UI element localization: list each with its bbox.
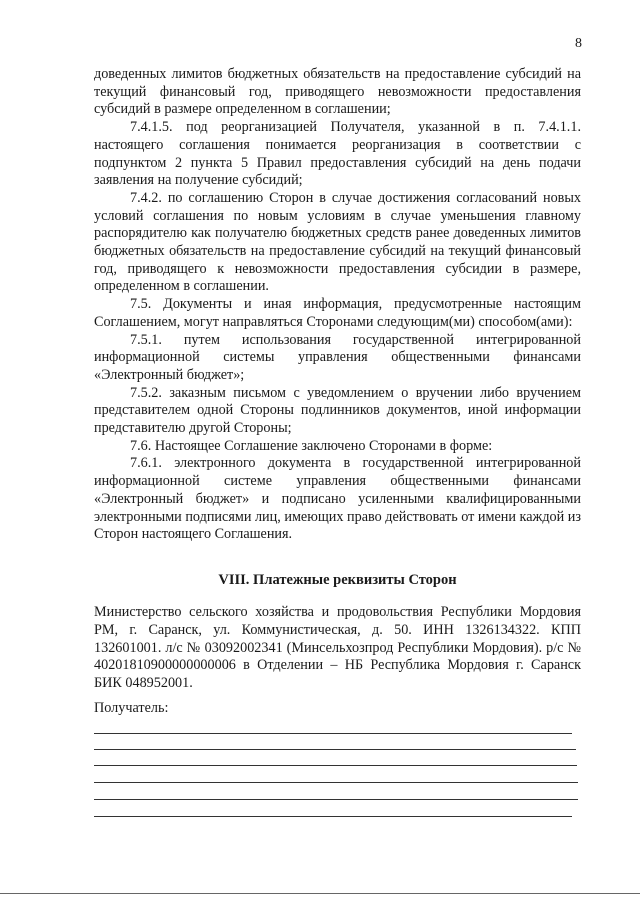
recipient-blank-line — [94, 799, 578, 800]
ministry-requisites: Министерство сельского хозяйства и продовольствия Республики Мордовия РМ, г. Саранск, ул. Коммунистическая, д. 50. ИНН 1326134322. КПП 132601001. л/с № 03092002341 (Минсельхозпрод Республики Мордовия). р/с № 40201810900000000006 в Отделении – НБ Республика Мордовия г. Саранск БИК 048952001. — [94, 604, 581, 692]
recipient-blank-line — [94, 733, 572, 734]
paragraph-continuation: доведенных лимитов бюджетных обязательств на предоставление субсидий на текущий финансовый год, приводящего невозможности предоставления субсидий в размере определенном в соглашении; — [94, 66, 581, 118]
page-number: 8 — [575, 36, 582, 51]
recipient-blank-line — [94, 782, 578, 783]
agreement-body — [94, 66, 581, 544]
recipient-label: Получатель: — [94, 700, 169, 716]
paragraph-7-6: 7.6. Настоящее Соглашение заключено Сторонами в форме: — [130, 437, 493, 454]
paragraph-7-4-1-5: 7.4.1.5. под реорганизацией Получателя, указанной в п. 7.4.1.1. настоящего соглашения понимается реорганизация в соответствии с подпунктом 2 пункта 5 Правил предоставления субсидий на день подачи заявления на получение субсидий; — [94, 119, 581, 189]
section-heading: VIII. Платежные реквизиты Сторон — [218, 572, 457, 588]
page-bottom-edge — [0, 893, 640, 894]
recipient-blank-line — [94, 816, 572, 817]
paragraph-7-4-2: 7.4.2. по соглашению Сторон в случае достижения согласований новых условий соглашения по новым условиям в случае уменьшения главному распорядителю как получателю бюджетных средств ранее доведенных лимитов бюджетных обязательств на предоставление субсидий на текущий финансовый год, приводящего к невозможности предоставления субсидии в размере, определенном в соглашении. — [94, 189, 581, 295]
paragraph-7-5-2: 7.5.2. заказным письмом с уведомлением о вручении либо вручением представителем одной Стороны подлинников документов, иной информации представителю другой Стороны; — [94, 384, 581, 437]
paragraph-7-6-1: 7.6.1. электронного документа в государственной интегрированной информационной системе управления общественными финансами «Электронный бюджет» и подписано усиленными квалифицированными электронными подписями лиц, имеющих право действовать от имени каждой из Сторон настоящего Соглашения. — [94, 455, 581, 543]
paragraph-7-5: 7.5. Документы и иная информация, предусмотренные настоящим Соглашением, могут направляться Сторонами следующим(ми) способом(ами): — [94, 296, 581, 330]
recipient-blank-line — [94, 765, 577, 766]
recipient-blank-line — [94, 749, 576, 750]
paragraph-7-5-1: 7.5.1. путем использования государственной интегрированной информационной системы управления общественными финансами «Электронный бюджет»; — [94, 331, 581, 383]
